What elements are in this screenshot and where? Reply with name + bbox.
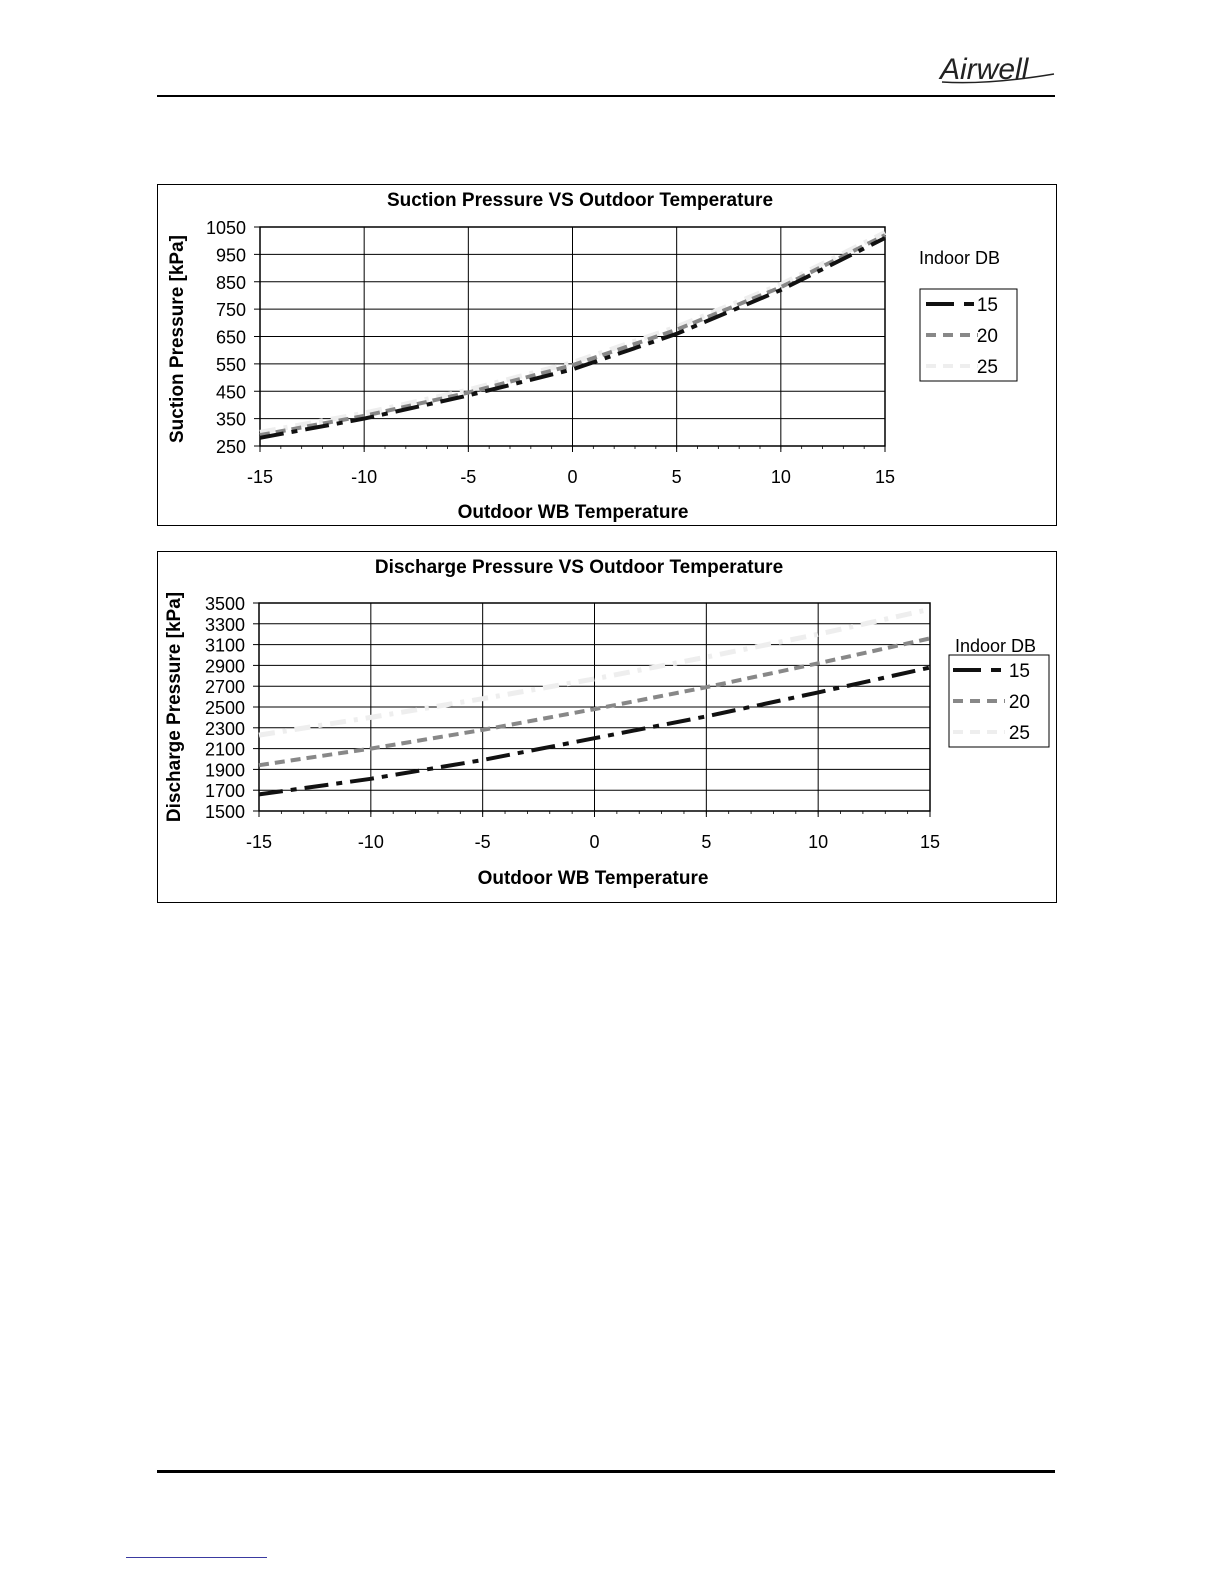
y-tick-label: 3100 (204, 635, 245, 656)
plot-area (206, 218, 895, 487)
y-tick-label: 3500 (204, 594, 245, 614)
legend-label-25: 25 (976, 357, 998, 378)
x-tick-label: -15 (245, 832, 273, 852)
suction-pressure-chart (157, 184, 1057, 526)
x-tick-label: 0 (567, 467, 578, 487)
y-axis-label: Discharge Pressure [kPa] (164, 591, 185, 823)
chart-title: Suction Pressure VS Outdoor Temperature (386, 190, 774, 211)
legend-label-20: 20 (976, 326, 998, 347)
suction-chart-svg (158, 185, 1056, 525)
x-tick-label: 15 (919, 832, 941, 852)
x-tick-label: 0 (589, 832, 600, 852)
x-tick-label: 10 (770, 467, 791, 487)
x-tick-label: -5 (460, 467, 477, 487)
y-axis-label: Suction Pressure [kPa] (167, 234, 188, 444)
y-tick-label: 550 (215, 354, 246, 375)
legend-label-15: 15 (1008, 661, 1030, 682)
y-axis-title (167, 235, 188, 443)
y-tick-label: 2700 (204, 677, 245, 698)
legend-label-20: 20 (1008, 692, 1030, 713)
legend-label-15: 15 (976, 295, 998, 316)
chart-title: Discharge Pressure VS Outdoor Temperature (374, 557, 784, 578)
y-tick-label: 2500 (204, 698, 245, 718)
header-rule (157, 95, 1055, 97)
y-tick-label: 3300 (204, 614, 245, 635)
y-tick-label: 850 (215, 272, 246, 293)
legend (949, 636, 1049, 747)
legend (919, 248, 1017, 381)
x-tick-label: -15 (246, 467, 274, 487)
x-tick-label: -10 (351, 467, 378, 487)
discharge-chart-svg (158, 552, 1056, 902)
footer-rule (157, 1470, 1055, 1473)
legend-title: Indoor DB (919, 248, 1001, 268)
y-tick-label: 1900 (204, 760, 245, 781)
y-tick-label: 1050 (205, 218, 246, 238)
x-tick-label: -10 (357, 832, 384, 852)
y-tick-label: 1500 (204, 802, 245, 822)
legend-title: Indoor DB (955, 636, 1037, 656)
footer-link-underline (126, 1557, 267, 1558)
y-tick-label: 650 (215, 327, 246, 348)
discharge-pressure-chart (157, 551, 1057, 903)
x-tick-label: 5 (671, 467, 682, 487)
x-axis-label: Outdoor WB Temperature (457, 502, 689, 523)
y-tick-label: 1700 (204, 781, 245, 802)
airwell-logo (938, 52, 1058, 86)
y-tick-label: 750 (215, 300, 246, 321)
logo-text: Airwell (940, 53, 1029, 86)
y-tick-label: 950 (215, 245, 246, 266)
x-tick-label: 15 (874, 467, 896, 487)
y-tick-label: 2100 (204, 739, 245, 760)
x-tick-label: 5 (701, 832, 712, 852)
y-tick-label: 2900 (204, 656, 245, 677)
y-tick-label: 350 (215, 409, 246, 430)
legend-label-25: 25 (1008, 723, 1030, 744)
y-axis-title (164, 592, 185, 822)
x-axis-label: Outdoor WB Temperature (477, 868, 709, 889)
y-tick-label: 250 (215, 437, 246, 457)
y-tick-label: 2300 (204, 718, 245, 739)
x-tick-label: -5 (474, 832, 491, 852)
plot-area (205, 594, 940, 852)
y-tick-label: 450 (215, 382, 246, 403)
x-tick-label: 10 (808, 832, 829, 852)
